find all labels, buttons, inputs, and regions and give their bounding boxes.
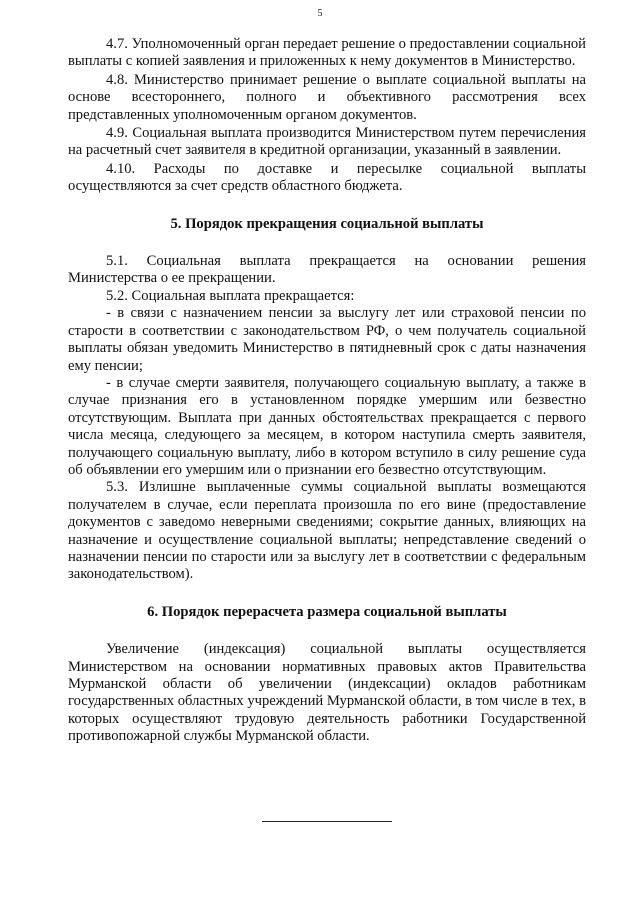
paragraph-5-3: 5.3. Излишне выплаченные суммы социальной выплаты возмещаются получателем в случае, если переплата произошла по его вине (предоставление документов с заведомо неверными сведениями; сокрытие данных, влияющих на назначение и осуществление социальной выплаты; непредставление сведений о назначении пенсии по старости или за выслугу лет в соответствии с федеральным законодательством). xyxy=(68,479,586,583)
paragraph-5-2: 5.2. Социальная выплата прекращается: xyxy=(106,287,355,304)
paragraph-5-2-item-2: - в случае смерти заявителя, получающего социальную выплату, а также в случае признания его в установленном порядке умершим или безвестно отсутствующим. Выплата при данных обстоятельствах прекращается с первого числа месяца, следующего за месяцем, в котором наступила смерть заявителя, получающего социальную выплату, либо в котором вступило в силу решение суда об объявлении его умершим или о признании его безвестно отсутствующим. xyxy=(68,374,586,478)
document-body xyxy=(68,36,586,746)
closing-rule xyxy=(262,821,392,822)
section-6-heading: 6. Порядок перерасчета размера социальной выплаты xyxy=(147,603,507,620)
paragraph-4-9: 4.9. Социальная выплата производится Министерством путем перечисления на расчетный счет заявителя в кредитной организации, указанный в заявлении. xyxy=(68,125,586,159)
paragraph-5-2-item-1: - в связи с назначением пенсии за выслугу лет или страховой пенсии по старости в соответствии с законодательством РФ, о чем получатель социальной выплаты обязан уведомить Министерство в пятидневный срок с даты назначения ему пенсии; xyxy=(68,305,586,374)
paragraph-4-10: 4.10. Расходы по доставке и пересылке социальной выплаты осуществляются за счет средств областного бюджета. xyxy=(68,160,586,195)
paragraph-5-1: 5.1. Социальная выплата прекращается на основании решения Министерства о ее прекращении. xyxy=(68,253,586,287)
section-5-heading: 5. Порядок прекращения социальной выплаты xyxy=(170,215,484,232)
paragraph-4-8: 4.8. Министерство принимает решение о выплате социальной выплаты на основе всестороннего, полного и объективного рассмотрения всех представленных уполномоченным органом документов. xyxy=(68,71,586,123)
page-number: 5 xyxy=(317,8,323,19)
paragraph-6-1: Увеличение (индексация) социальной выплаты осуществляется Министерством на основании нормативных правовых актов Правительства Мурманской области об увеличении (индексации) окладов работникам государственных областных учреждений Мурманской области, в том числе в тех, в которых осуществляют трудовую деятельность работники Государственной противопожарной службы Мурманской области. xyxy=(68,641,586,745)
paragraph-4-7: 4.7. Уполномоченный орган передает решение о предоставлении социальной выплаты с копией заявления и приложенных к нему документов в Министерство. xyxy=(68,36,586,70)
